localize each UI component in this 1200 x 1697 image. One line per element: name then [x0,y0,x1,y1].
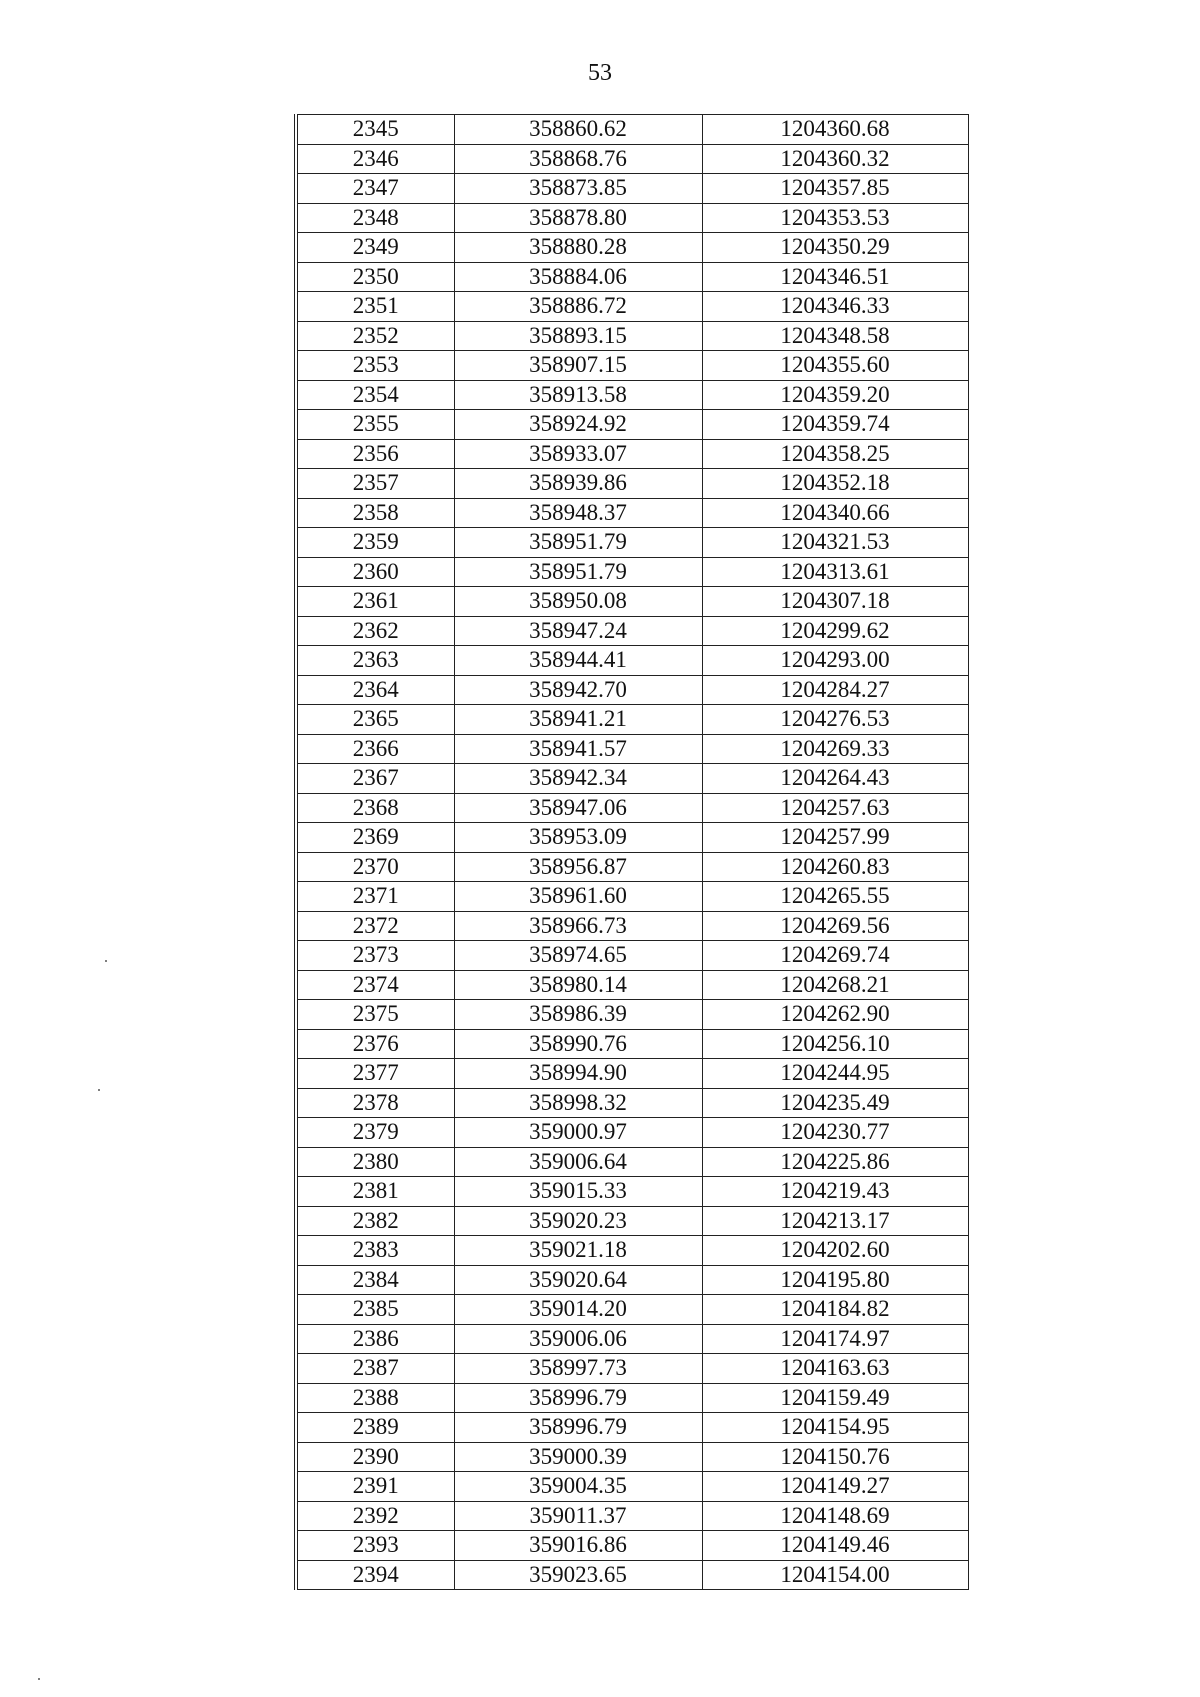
table-row [296,233,968,263]
point-number-cell: 2355 [296,410,454,440]
y-coordinate-cell: 1204284.27 [702,675,968,705]
table-row [296,380,968,410]
table-row [296,1029,968,1059]
table-row [296,528,968,558]
table-row [296,646,968,676]
y-coordinate-cell: 1204260.83 [702,852,968,882]
point-number-cell: 2362 [296,616,454,646]
table-row [296,1324,968,1354]
y-coordinate-cell: 1204346.33 [702,292,968,322]
table-row [296,1236,968,1266]
point-number-cell: 2360 [296,557,454,587]
x-coordinate-cell: 358996.79 [454,1413,702,1443]
y-coordinate-cell: 1204355.60 [702,351,968,381]
point-number-cell: 2350 [296,262,454,292]
point-number-cell: 2380 [296,1147,454,1177]
x-coordinate-cell: 358944.41 [454,646,702,676]
table-row [296,616,968,646]
y-coordinate-cell: 1204360.32 [702,144,968,174]
x-coordinate-cell: 358873.85 [454,174,702,204]
x-coordinate-cell: 358950.08 [454,587,702,617]
table-row [296,1118,968,1148]
y-coordinate-cell: 1204154.95 [702,1413,968,1443]
scan-speck [98,1089,100,1091]
point-number-cell: 2345 [296,115,454,145]
y-coordinate-cell: 1204184.82 [702,1295,968,1325]
y-coordinate-cell: 1204350.29 [702,233,968,263]
table-row [296,439,968,469]
point-number-cell: 2368 [296,793,454,823]
x-coordinate-cell: 359015.33 [454,1177,702,1207]
table-row [296,262,968,292]
x-coordinate-cell: 358884.06 [454,262,702,292]
point-number-cell: 2364 [296,675,454,705]
x-coordinate-cell: 358996.79 [454,1383,702,1413]
table-row [296,734,968,764]
point-number-cell: 2361 [296,587,454,617]
y-coordinate-cell: 1204150.76 [702,1442,968,1472]
y-coordinate-cell: 1204353.53 [702,203,968,233]
point-number-cell: 2394 [296,1560,454,1590]
page-number: 53 [588,60,612,86]
table-row [296,1147,968,1177]
table-row [296,1265,968,1295]
point-number-cell: 2356 [296,439,454,469]
table-row [296,911,968,941]
y-coordinate-cell: 1204348.58 [702,321,968,351]
y-coordinate-cell: 1204346.51 [702,262,968,292]
point-number-cell: 2386 [296,1324,454,1354]
table-row [296,1560,968,1590]
x-coordinate-cell: 358933.07 [454,439,702,469]
x-coordinate-cell: 358860.62 [454,115,702,145]
point-number-cell: 2383 [296,1236,454,1266]
x-coordinate-cell: 359011.37 [454,1501,702,1531]
table-row [296,1442,968,1472]
point-number-cell: 2369 [296,823,454,853]
y-coordinate-cell: 1204230.77 [702,1118,968,1148]
table-row [296,469,968,499]
y-coordinate-cell: 1204235.49 [702,1088,968,1118]
x-coordinate-cell: 358994.90 [454,1059,702,1089]
point-number-cell: 2363 [296,646,454,676]
point-number-cell: 2370 [296,852,454,882]
y-coordinate-cell: 1204174.97 [702,1324,968,1354]
x-coordinate-cell: 358878.80 [454,203,702,233]
y-coordinate-cell: 1204269.33 [702,734,968,764]
table-row [296,764,968,794]
x-coordinate-cell: 358886.72 [454,292,702,322]
y-coordinate-cell: 1204149.46 [702,1531,968,1561]
y-coordinate-cell: 1204307.18 [702,587,968,617]
x-coordinate-cell: 358941.21 [454,705,702,735]
x-coordinate-cell: 359020.64 [454,1265,702,1295]
point-number-cell: 2382 [296,1206,454,1236]
point-number-cell: 2359 [296,528,454,558]
y-coordinate-cell: 1204269.56 [702,911,968,941]
x-coordinate-cell: 359014.20 [454,1295,702,1325]
point-number-cell: 2351 [296,292,454,322]
y-coordinate-cell: 1204299.62 [702,616,968,646]
point-number-cell: 2371 [296,882,454,912]
table-row [296,557,968,587]
table-row [296,174,968,204]
table-row [296,292,968,322]
table-row [296,1531,968,1561]
x-coordinate-cell: 359020.23 [454,1206,702,1236]
point-number-cell: 2358 [296,498,454,528]
table-row [296,498,968,528]
y-coordinate-cell: 1204163.63 [702,1354,968,1384]
table-row [296,970,968,1000]
x-coordinate-cell: 358966.73 [454,911,702,941]
y-coordinate-cell: 1204195.80 [702,1265,968,1295]
x-coordinate-cell: 359016.86 [454,1531,702,1561]
table-row [296,1206,968,1236]
point-number-cell: 2388 [296,1383,454,1413]
table-row [296,941,968,971]
y-coordinate-cell: 1204313.61 [702,557,968,587]
x-coordinate-cell: 359000.97 [454,1118,702,1148]
y-coordinate-cell: 1204219.43 [702,1177,968,1207]
table-row [296,1413,968,1443]
x-coordinate-cell: 358951.79 [454,557,702,587]
x-coordinate-cell: 358980.14 [454,970,702,1000]
table-row [296,410,968,440]
coordinates-table-body [296,115,968,1590]
y-coordinate-cell: 1204154.00 [702,1560,968,1590]
table-row [296,882,968,912]
y-coordinate-cell: 1204265.55 [702,882,968,912]
y-coordinate-cell: 1204257.63 [702,793,968,823]
point-number-cell: 2373 [296,941,454,971]
table-row [296,1472,968,1502]
table-row [296,1354,968,1384]
x-coordinate-cell: 358998.32 [454,1088,702,1118]
y-coordinate-cell: 1204149.27 [702,1472,968,1502]
y-coordinate-cell: 1204256.10 [702,1029,968,1059]
point-number-cell: 2357 [296,469,454,499]
point-number-cell: 2387 [296,1354,454,1384]
scan-speck [105,960,107,962]
point-number-cell: 2352 [296,321,454,351]
y-coordinate-cell: 1204359.74 [702,410,968,440]
table-row [296,115,968,145]
table-row [296,351,968,381]
x-coordinate-cell: 358893.15 [454,321,702,351]
x-coordinate-cell: 358939.86 [454,469,702,499]
x-coordinate-cell: 358961.60 [454,882,702,912]
y-coordinate-cell: 1204264.43 [702,764,968,794]
point-number-cell: 2353 [296,351,454,381]
x-coordinate-cell: 358907.15 [454,351,702,381]
x-coordinate-cell: 358956.87 [454,852,702,882]
point-number-cell: 2372 [296,911,454,941]
table-row [296,1000,968,1030]
table-row [296,1059,968,1089]
x-coordinate-cell: 358942.34 [454,764,702,794]
point-number-cell: 2391 [296,1472,454,1502]
point-number-cell: 2379 [296,1118,454,1148]
y-coordinate-cell: 1204225.86 [702,1147,968,1177]
y-coordinate-cell: 1204321.53 [702,528,968,558]
x-coordinate-cell: 358951.79 [454,528,702,558]
y-coordinate-cell: 1204276.53 [702,705,968,735]
point-number-cell: 2381 [296,1177,454,1207]
point-number-cell: 2378 [296,1088,454,1118]
table-row [296,144,968,174]
table-row [296,321,968,351]
coordinates-table [294,114,969,1590]
point-number-cell: 2384 [296,1265,454,1295]
x-coordinate-cell: 358953.09 [454,823,702,853]
point-number-cell: 2393 [296,1531,454,1561]
x-coordinate-cell: 358868.76 [454,144,702,174]
x-coordinate-cell: 359004.35 [454,1472,702,1502]
y-coordinate-cell: 1204358.25 [702,439,968,469]
x-coordinate-cell: 358947.24 [454,616,702,646]
point-number-cell: 2385 [296,1295,454,1325]
table-row [296,1383,968,1413]
y-coordinate-cell: 1204148.69 [702,1501,968,1531]
table-row [296,1088,968,1118]
table-row [296,823,968,853]
x-coordinate-cell: 358997.73 [454,1354,702,1384]
table-row [296,1295,968,1325]
point-number-cell: 2390 [296,1442,454,1472]
point-number-cell: 2367 [296,764,454,794]
x-coordinate-cell: 358990.76 [454,1029,702,1059]
x-coordinate-cell: 358974.65 [454,941,702,971]
point-number-cell: 2347 [296,174,454,204]
y-coordinate-cell: 1204357.85 [702,174,968,204]
table-row [296,852,968,882]
point-number-cell: 2346 [296,144,454,174]
table-row [296,1177,968,1207]
x-coordinate-cell: 359021.18 [454,1236,702,1266]
point-number-cell: 2376 [296,1029,454,1059]
y-coordinate-cell: 1204257.99 [702,823,968,853]
x-coordinate-cell: 358986.39 [454,1000,702,1030]
x-coordinate-cell: 359006.64 [454,1147,702,1177]
table-row [296,203,968,233]
y-coordinate-cell: 1204268.21 [702,970,968,1000]
table-row [296,705,968,735]
y-coordinate-cell: 1204293.00 [702,646,968,676]
y-coordinate-cell: 1204159.49 [702,1383,968,1413]
x-coordinate-cell: 358948.37 [454,498,702,528]
x-coordinate-cell: 358941.57 [454,734,702,764]
x-coordinate-cell: 358942.70 [454,675,702,705]
y-coordinate-cell: 1204360.68 [702,115,968,145]
table-row [296,793,968,823]
point-number-cell: 2375 [296,1000,454,1030]
x-coordinate-cell: 358924.92 [454,410,702,440]
x-coordinate-cell: 359023.65 [454,1560,702,1590]
x-coordinate-cell: 359000.39 [454,1442,702,1472]
y-coordinate-cell: 1204340.66 [702,498,968,528]
x-coordinate-cell: 358947.06 [454,793,702,823]
y-coordinate-cell: 1204359.20 [702,380,968,410]
y-coordinate-cell: 1204269.74 [702,941,968,971]
point-number-cell: 2389 [296,1413,454,1443]
y-coordinate-cell: 1204352.18 [702,469,968,499]
table-row [296,1501,968,1531]
y-coordinate-cell: 1204244.95 [702,1059,968,1089]
table-row [296,587,968,617]
table-row [296,675,968,705]
point-number-cell: 2392 [296,1501,454,1531]
point-number-cell: 2374 [296,970,454,1000]
scan-speck [38,1678,40,1680]
point-number-cell: 2348 [296,203,454,233]
point-number-cell: 2365 [296,705,454,735]
point-number-cell: 2377 [296,1059,454,1089]
point-number-cell: 2354 [296,380,454,410]
point-number-cell: 2366 [296,734,454,764]
y-coordinate-cell: 1204213.17 [702,1206,968,1236]
x-coordinate-cell: 358880.28 [454,233,702,263]
y-coordinate-cell: 1204202.60 [702,1236,968,1266]
y-coordinate-cell: 1204262.90 [702,1000,968,1030]
x-coordinate-cell: 359006.06 [454,1324,702,1354]
x-coordinate-cell: 358913.58 [454,380,702,410]
point-number-cell: 2349 [296,233,454,263]
